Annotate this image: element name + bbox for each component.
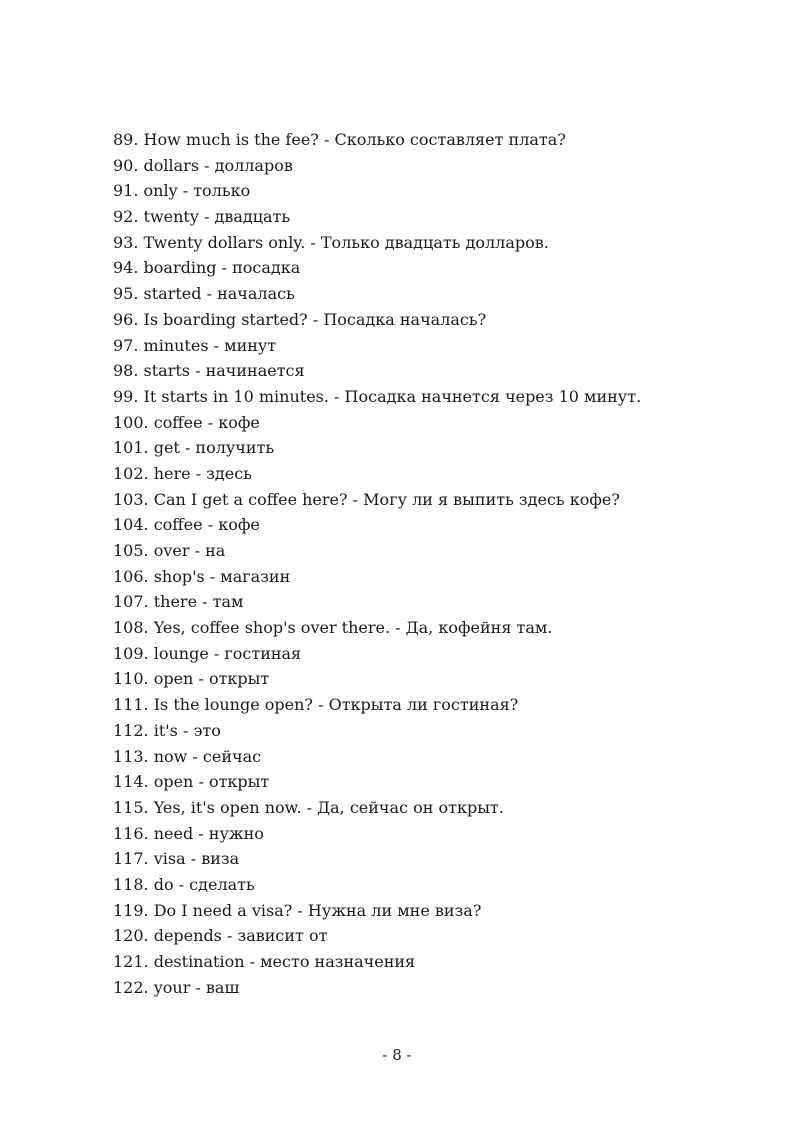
vocabulary-entry: 103. Can I get a coffee here? - Могу ли я выпить здесь кофе? (113, 489, 620, 509)
vocabulary-entry: 107. there - там (113, 592, 244, 612)
vocabulary-entry: 105. over - на (113, 541, 226, 560)
vocabulary-entry: 116. need - нужно (113, 823, 264, 843)
vocabulary-entry: 93. Twenty dollars only. - Только двадцать долларов. (113, 232, 549, 252)
vocabulary-entry: 90. dollars - долларов (113, 155, 293, 175)
vocabulary-entry: 97. minutes - минут (113, 335, 277, 355)
vocabulary-entry: 101. get - получить (113, 438, 275, 458)
vocabulary-entry: 98. starts - начинается (113, 361, 305, 381)
vocabulary-entry: 92. twenty - двадцать (113, 207, 291, 227)
vocabulary-entry: 118. do - сделать (113, 874, 255, 894)
page-number: - 8 - (382, 1046, 412, 1064)
vocabulary-entry: 110. open - открыт (113, 669, 270, 689)
vocabulary-entry: 112. it's - это (113, 720, 221, 740)
vocabulary-entry: 104. coffee - кофе (113, 515, 260, 535)
vocabulary-entry: 95. started - началась (113, 284, 295, 304)
vocabulary-entry: 122. your - ваш (113, 977, 240, 997)
vocabulary-entry: 106. shop's - магазин (113, 566, 291, 586)
vocabulary-entry: 119. Do I need a visa? - Нужна ли мне виза? (113, 900, 482, 920)
vocabulary-entry: 96. Is boarding started? - Посадка началась? (113, 309, 487, 329)
vocabulary-entry: 121. destination - место назначения (113, 952, 416, 971)
vocabulary-entry: 120. depends - зависит от (113, 926, 328, 946)
vocabulary-entry: 99. It starts in 10 minutes. - Посадка начнется через 10 минут. (113, 386, 642, 406)
vocabulary-entry: 91. only - только (113, 181, 251, 201)
vocabulary-entry: 115. Yes, it's open now. - Да, сейчас он открыт. (113, 797, 504, 817)
vocabulary-entry: 117. visa - виза (113, 849, 240, 869)
vocabulary-entry: 94. boarding - посадка (113, 258, 301, 278)
vocabulary-entry: 111. Is the lounge open? - Открыта ли гостиная? (113, 695, 519, 715)
vocabulary-entry: 109. lounge - гостиная (113, 643, 302, 663)
vocabulary-entry: 100. coffee - кофе (113, 412, 260, 432)
vocabulary-list (113, 127, 753, 1000)
vocabulary-entry: 108. Yes, coffee shop's over there. - Да, кофейня там. (113, 618, 553, 638)
vocabulary-entry: 89. How much is the fee? - Сколько составляет плата? (113, 130, 566, 149)
vocabulary-entry: 114. open - открыт (113, 772, 270, 792)
vocabulary-entry: 102. here - здесь (113, 463, 252, 483)
vocabulary-entry: 113. now - сейчас (113, 746, 262, 766)
